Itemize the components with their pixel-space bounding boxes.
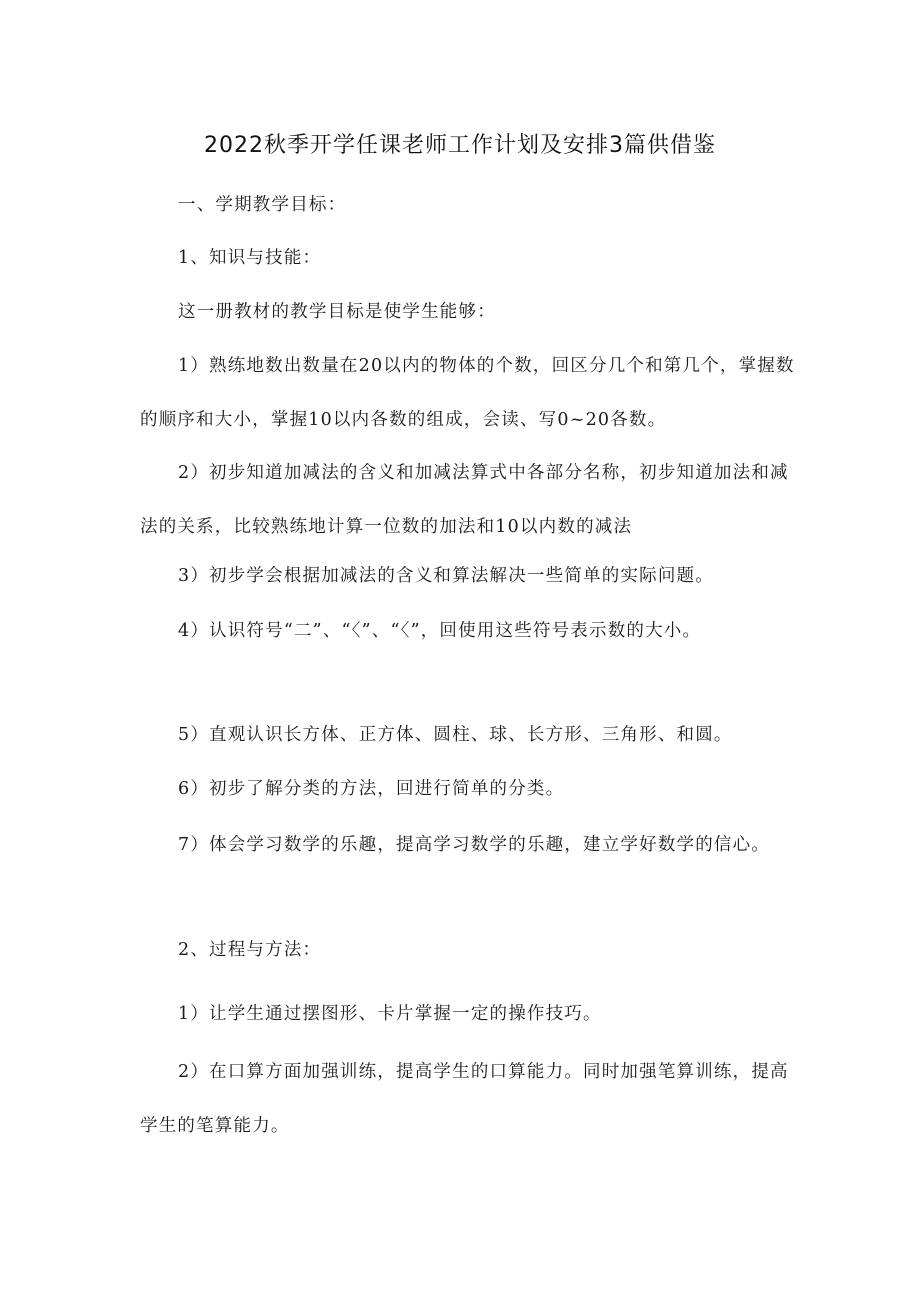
paragraph-5: 2）初步知道加减法的含义和加减法算式中各部分名称，初步知道加法和减法的关系，比较熟练地计算一位数的加法和10以内数的减法 bbox=[140, 463, 789, 537]
paragraph-4: 1）熟练地数出数量在20以内的物体的个数，回区分几个和第几个，掌握数的顺序和大小，掌握10以内各数的组成，会读、写0~20各数。 bbox=[140, 356, 795, 430]
paragraph-9: 6）初步了解分类的方法，回进行简单的分类。 bbox=[178, 779, 565, 799]
paragraph-11: 2、过程与方法： bbox=[178, 940, 322, 960]
paragraph-3: 这一册教材的教学目标是使学生能够： bbox=[178, 302, 496, 322]
paragraph-6: 3）初步学会根据加减法的含义和算法解决一些简单的实际问题。 bbox=[178, 566, 714, 586]
paragraph-7: 4）认识符号“二”、“〈”、“〈”，回使用这些符号表示数的大小。 bbox=[178, 621, 702, 641]
paragraph-13: 2）在口算方面加强训练，提高学生的口算能力。同时加强笔算训练，提高学生的笔算能力。 bbox=[140, 1062, 789, 1136]
paragraph-8: 5）直观认识长方体、正方体、圆柱、球、长方形、三角形、和圆。 bbox=[178, 725, 733, 745]
paragraph-1: 一、学期教学目标： bbox=[178, 195, 347, 215]
document-title: 2022秋季开学任课老师工作计划及安排3篇供借鉴 bbox=[204, 133, 716, 158]
paragraph-10: 7）体会学习数学的乐趣，提高学习数学的乐趣，建立学好数学的信心。 bbox=[178, 835, 771, 855]
paragraph-12: 1）让学生通过摆图形、卡片掌握一定的操作技巧。 bbox=[178, 1004, 602, 1024]
paragraph-2: 1、知识与技能： bbox=[178, 248, 322, 268]
